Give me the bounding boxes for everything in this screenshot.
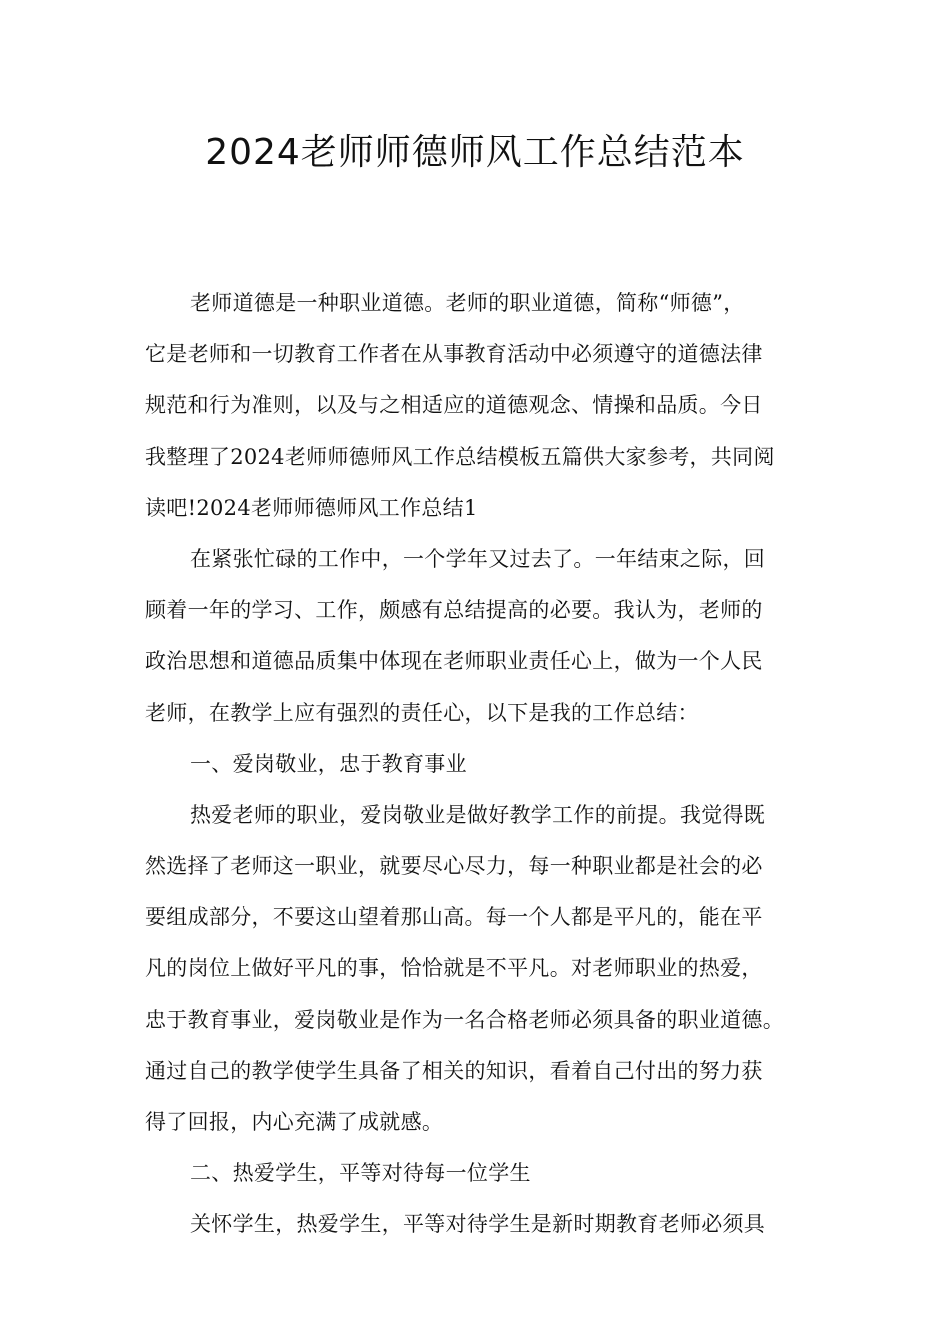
text-line: 得了回报，内心充满了成就感。 (145, 1110, 444, 1134)
text-line: 老师道德是一种职业道德。老师的职业道德，简称“师德”， (190, 291, 745, 315)
text-line: 通过自己的教学使学生具备了相关的知识，看着自己付出的努力获 (145, 1058, 763, 1083)
document-title: 2024老师师德师风工作总结范本 (205, 132, 745, 173)
text-line: 忠于教育事业，爱岗敬业是作为一名合格老师必须具备的职业道德。 (145, 1007, 784, 1032)
text-line: 然选择了老师这一职业，就要尽心尽力，每一种职业都是社会的必 (145, 854, 763, 879)
text-line: 二、热爱学生，平等对待每一位学生 (190, 1161, 531, 1186)
text-line: 要组成部分，不要这山望着那山高。每一个人都是平凡的，能在平 (145, 905, 763, 930)
text-line: 我整理了2024老师师德师风工作总结模板五篇供大家参考，共同阅 (145, 444, 775, 469)
text-line: 顾着一年的学习、工作，颇感有总结提高的必要。我认为，老师的 (145, 598, 763, 623)
text-line: 关怀学生，热爱学生，平等对待学生是新时期教育老师必须具 (190, 1212, 766, 1237)
document-body (145, 278, 810, 1251)
text-line: 凡的岗位上做好平凡的事，恰恰就是不平凡。对老师职业的热爱， (145, 956, 763, 981)
text-line: 读吧!2024老师师德师风工作总结1 (145, 495, 478, 520)
text-line: 老师，在教学上应有强烈的责任心，以下是我的工作总结： (145, 700, 699, 725)
text-line: 在紧张忙碌的工作中，一个学年又过去了。一年结束之际，回 (190, 546, 766, 571)
text-line: 一、爱岗敬业，忠于教育事业 (190, 751, 467, 776)
text-line: 政治思想和道德品质集中体现在老师职业责任心上，做为一个人民 (145, 649, 763, 674)
text-line: 热爱老师的职业，爱岗敬业是做好教学工作的前提。我觉得既 (190, 802, 766, 827)
text-line: 规范和行为准则，以及与之相适应的道德观念、情操和品质。今日 (145, 393, 763, 418)
text-line: 它是老师和一切教育工作者在从事教育活动中必须遵守的道德法律 (145, 342, 763, 367)
